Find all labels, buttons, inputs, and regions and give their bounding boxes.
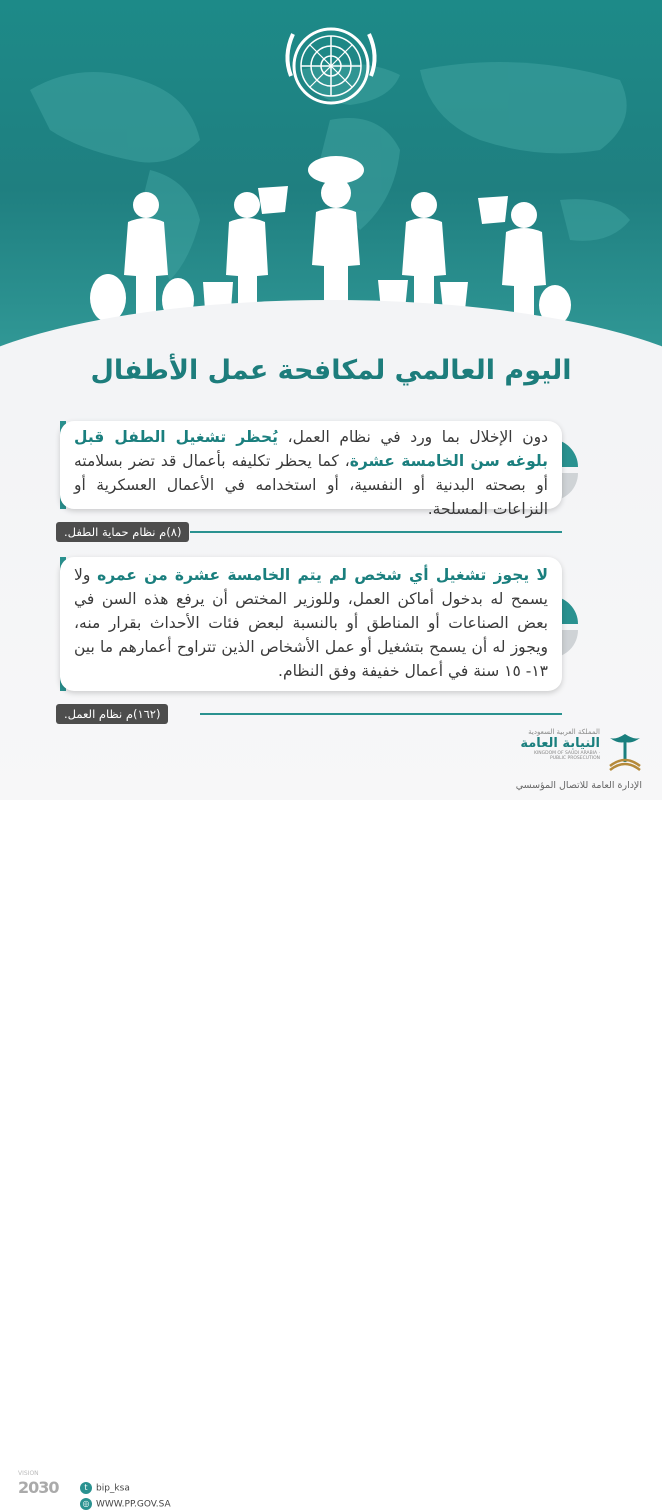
organization-logo <box>520 728 600 761</box>
twitter-text: bip_ksa <box>96 1483 130 1494</box>
article1-ref-line <box>190 531 562 533</box>
article2-ref-line <box>200 713 562 715</box>
article1-body: ، كما يحظر تكليفه بأعمال قد تضر بسلامته أو بصحته البدنية أو النفسية، أو استخدامه في الأعمال العسكرية أو النزاعات المسلحة. <box>74 452 548 518</box>
org-name: النيابة العامة <box>520 736 600 751</box>
palm-swords-emblem-icon <box>606 730 644 776</box>
org-english: KINGDOM OF SAUDI ARABIA · PUBLIC PROSECUTION <box>533 751 600 761</box>
vision-label: VISION <box>18 1470 39 1477</box>
article2-body: ولا يسمح له بدخول أماكن العمل، وللوزير المختص أن يرفع هذه السن في بعض الصناعات أو المناطق أو بالنسبة لبعض فئات الأحداث بقرار منه، ويجوز له أن يسمح بتشغيل أو عمل الأشخاص الذين تتراوح أعمارهم ما بين ١٣- ١٥ سنة في أعمال خفيفة وفق النظام. <box>74 566 548 680</box>
twitter-handle[interactable] <box>80 1482 130 1494</box>
vision-2030-logo: 2030 <box>18 1478 59 1497</box>
page-title: اليوم العالمي لمكافحة عمل الأطفال <box>90 355 572 386</box>
article1-reference: (٨)م نظام حماية الطفل. <box>56 522 189 542</box>
article2-text <box>74 563 548 683</box>
twitter-icon: t <box>80 1482 92 1494</box>
article2-card <box>60 557 562 691</box>
article1-card <box>60 421 562 518</box>
article2-highlight: لا يجوز تشغيل أي شخص لم يتم الخامسة عشرة من عمره <box>97 566 548 584</box>
article1-intro: دون الإخلال بما ورد في نظام العمل، <box>278 428 548 446</box>
website-link[interactable] <box>80 1498 171 1510</box>
org-country: المملكة العربية السعودية <box>528 728 600 736</box>
article2-reference: (١٦٢)م نظام العمل. <box>56 704 168 724</box>
website-text: WWW.PP.GOV.SA <box>96 1499 171 1510</box>
globe-icon: ◎ <box>80 1498 92 1510</box>
department-name: الإدارة العامة للاتصال المؤسسي <box>515 780 642 791</box>
article1-text <box>74 425 548 521</box>
article1-highlight: يُحظر تشغيل الطفل قبل بلوغه سن الخامسة عشرة <box>74 428 548 470</box>
